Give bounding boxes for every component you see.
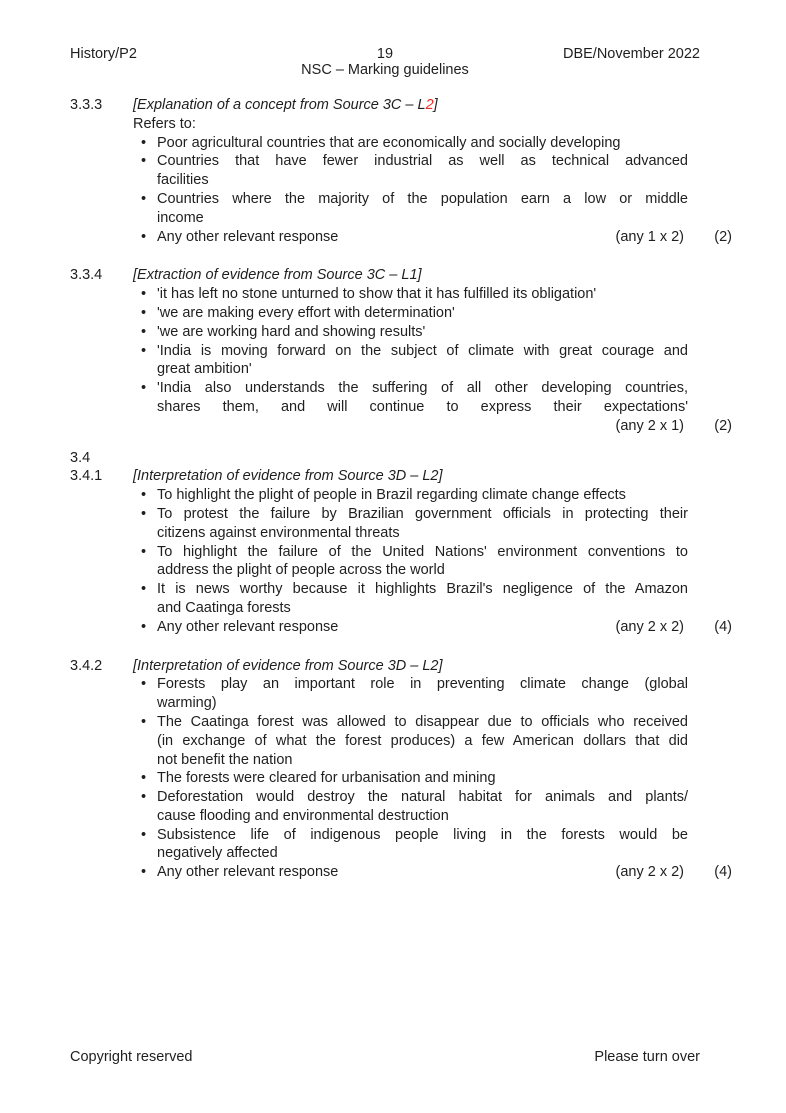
mark-allocation: (4)	[714, 618, 732, 635]
bullet-item	[133, 580, 688, 618]
bullet-list	[133, 134, 688, 247]
mark-allocation: (4)	[714, 864, 732, 881]
bullet-text: • Any other relevant response	[157, 864, 339, 881]
bullet-item	[133, 152, 688, 190]
bullet-line: great ambition'	[157, 361, 252, 378]
bullet-item	[133, 713, 688, 769]
bullet-item	[133, 190, 688, 228]
bullet-text: To highlight the plight of people in Brazil regarding climate change effects	[157, 487, 626, 504]
bullet-line: not benefit the nation	[157, 751, 293, 768]
bullet-item	[133, 675, 688, 713]
any-allocation: (any 1 x 2)	[615, 228, 684, 245]
bullet-text: 'it has left no stone unturned to show that it has fulfilled its obligation'	[157, 286, 597, 303]
heading-text: ]	[433, 97, 438, 113]
heading-red-level: 2	[425, 97, 434, 113]
bullet-line: • The Caatinga forest was allowed to disappear due to officials who received	[157, 713, 688, 730]
bullet-item	[133, 769, 688, 788]
bullet-line: shares them, and will continue to express their expectations'	[157, 398, 688, 415]
bullet-line: • To highlight the failure of the United Nations' environment conventions to	[157, 543, 688, 560]
bullet-line: • Forests play an important role in preventing climate change (global	[157, 676, 688, 693]
bullet-line: • Subsistence life of indigenous people living in the forests would be	[157, 826, 688, 843]
copyright-note: Copyright reserved	[70, 1049, 193, 1065]
heading-text: [Explanation of a concept from Source 3C – L	[133, 97, 426, 113]
section-number: 3.3.4	[70, 267, 103, 284]
bullet-text: • Any other relevant response	[157, 618, 339, 635]
bullet-line: • Countries where the majority of the population earn a low or middle	[157, 190, 688, 207]
section-3-3-4	[70, 266, 737, 435]
bullet-text: • Any other relevant response	[157, 228, 339, 245]
bullet-item	[133, 543, 688, 581]
section-3-4	[70, 449, 737, 468]
heading-text: [Interpretation of evidence from Source 3D – L2]	[133, 657, 443, 674]
heading-text: [Extraction of evidence from Source 3C – L1]	[133, 267, 422, 284]
bullet-line: address the plight of people across the world	[157, 562, 445, 579]
section-heading	[133, 266, 688, 285]
mark-allocation: (2)	[714, 417, 732, 434]
bullet-line: negatively affected	[157, 845, 278, 862]
section-3-3-3	[70, 96, 737, 246]
section-3-4-1	[70, 467, 737, 636]
heading-text: [Interpretation of evidence from Source 3D – L2]	[133, 468, 443, 485]
any-allocation: (any 2 x 2)	[615, 618, 684, 635]
bullet-line: facilities	[157, 172, 209, 189]
bullet-line: • To protest the failure by Brazilian government officials in protecting their	[157, 505, 688, 522]
bullet-item	[133, 788, 688, 826]
bullet-item	[133, 134, 688, 153]
marking-guidelines-subtitle: NSC – Marking guidelines	[301, 62, 469, 78]
bullet-item	[133, 304, 688, 323]
bullet-item	[133, 342, 688, 380]
bullet-list	[133, 675, 688, 882]
bullet-line: • Deforestation would destroy the natural habitat for animals and plants/	[157, 789, 688, 806]
bullet-line: and Caatinga forests	[157, 599, 291, 616]
document-body	[70, 96, 737, 882]
bullet-item	[133, 618, 688, 637]
bullet-line: • It is news worthy because it highlights Brazil's negligence of the Amazon	[157, 581, 688, 598]
any-allocation: (any 2 x 1)	[615, 417, 684, 434]
section-heading	[133, 657, 688, 676]
turn-over-note: Please turn over	[594, 1049, 700, 1065]
refers-to-intro: Refers to:	[133, 115, 196, 132]
page-footer	[70, 1048, 700, 1067]
section-number: 3.4	[70, 449, 91, 466]
doc-title: History/P2	[70, 46, 137, 62]
bullet-line: warming)	[157, 695, 217, 712]
bullet-item	[133, 486, 688, 505]
mark-allocation: (2)	[714, 228, 732, 245]
section-number: 3.4.2	[70, 657, 103, 674]
bullet-line: (in exchange of what the forest produces) a few American dollars that did	[157, 732, 688, 749]
bullet-item	[133, 379, 688, 417]
bullet-list	[133, 486, 688, 636]
bullet-text: Poor agricultural countries that are economically and socially developing	[157, 134, 621, 151]
bullet-text: 'we are making every effort with determination'	[157, 304, 455, 321]
section-3-4-2	[70, 657, 737, 883]
bullet-line: • 'India also understands the suffering of all other developing countries,	[157, 380, 688, 397]
bullet-item	[133, 228, 688, 247]
bullet-item	[133, 323, 688, 342]
bullet-line: citizens against environmental threats	[157, 524, 400, 541]
section-heading	[133, 96, 688, 115]
bullet-item	[133, 863, 688, 882]
bullet-item	[133, 285, 688, 304]
page-header	[70, 46, 700, 78]
any-allocation: (any 2 x 2)	[615, 864, 684, 881]
bullet-list	[133, 285, 688, 417]
exam-session: DBE/November 2022	[562, 46, 700, 62]
bullet-item	[133, 826, 688, 864]
bullet-line: cause flooding and environmental destruction	[157, 807, 449, 824]
page-number: 19	[376, 46, 394, 62]
bullet-text: 'we are working hard and showing results'	[157, 323, 426, 340]
section-heading	[133, 467, 688, 486]
bullet-line: • 'India is moving forward on the subject of climate with great courage and	[157, 342, 688, 359]
bullet-text: The forests were cleared for urbanisation and mining	[157, 770, 496, 787]
bullet-line: • Countries that have fewer industrial as well as technical advanced	[157, 153, 688, 170]
bullet-item	[133, 505, 688, 543]
section-number: 3.3.3	[70, 97, 103, 113]
section-number: 3.4.1	[70, 468, 103, 485]
bullet-line: income	[157, 209, 204, 226]
